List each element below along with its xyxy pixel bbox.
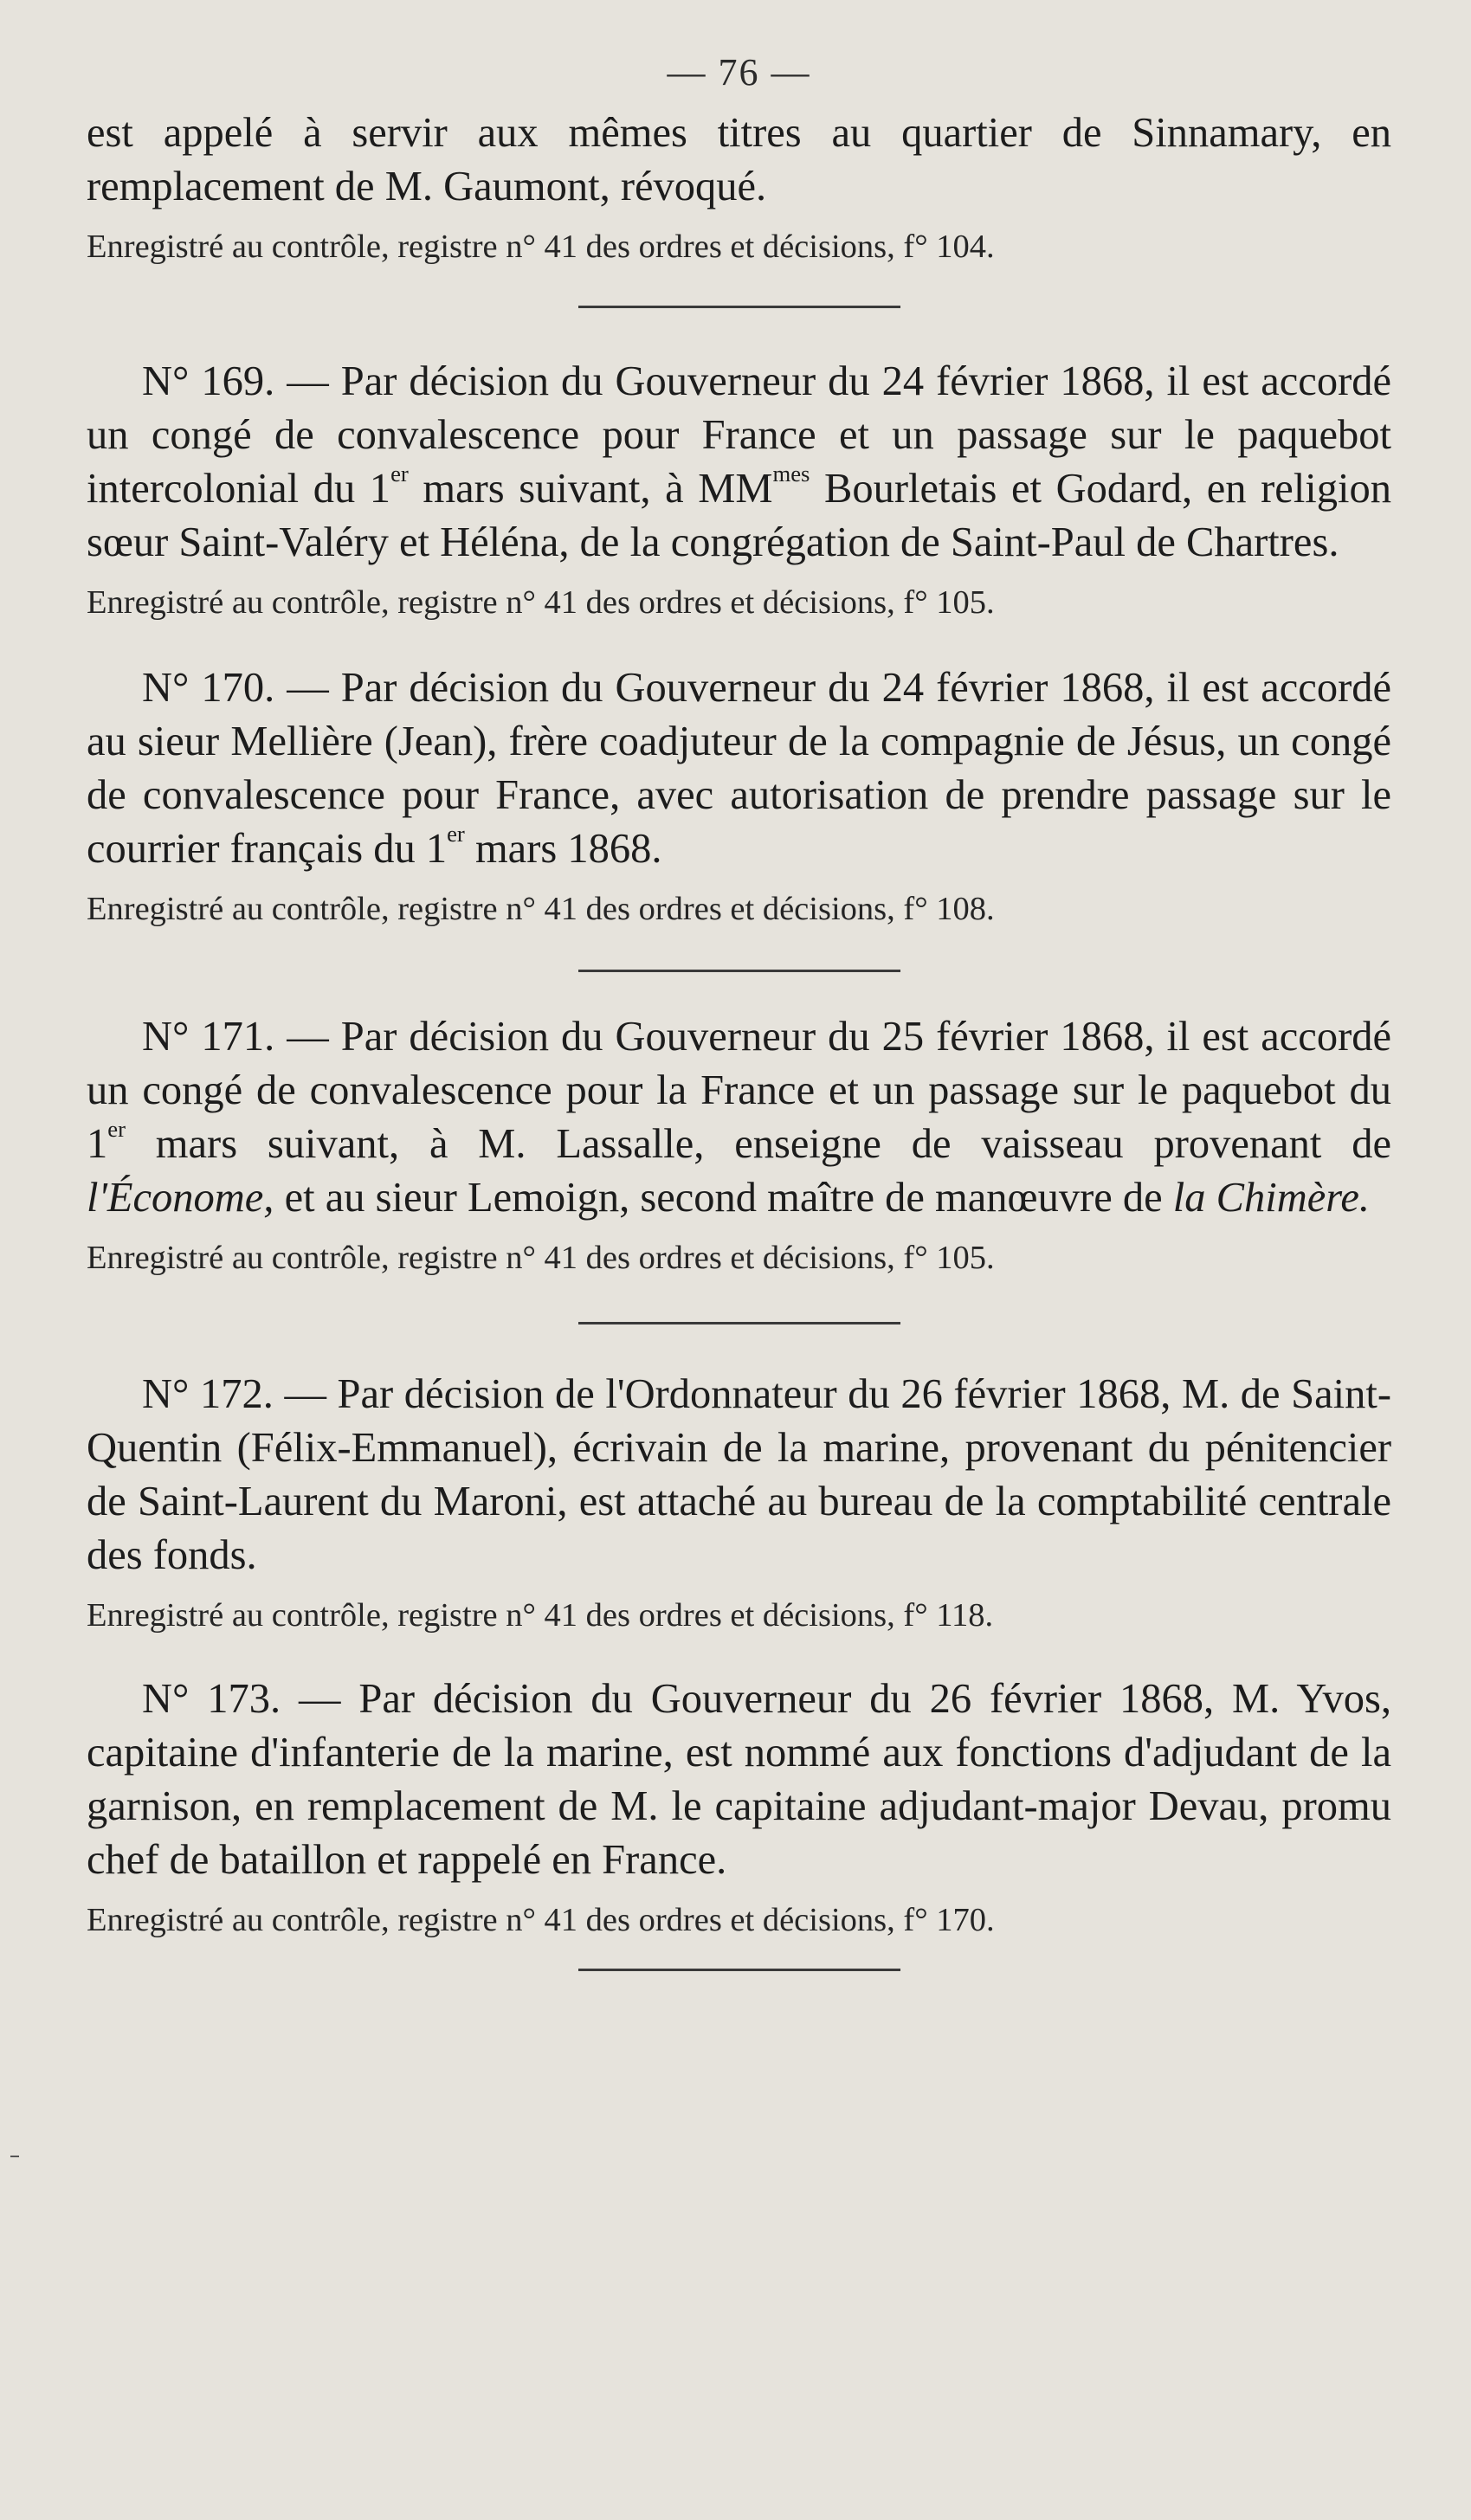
entry-text: N° 172. — Par décision de l'Ordonnateur du 26 février 1868, M. de Saint-Quentin (Félix-Emmanuel), écrivain de la marine, provenant du pénitencier de Saint-Laurent du Maroni, est attaché au bureau de la comptabilité centrale des fonds. (87, 1371, 1392, 1578)
intro-text: est appelé à servir aux mêmes titres au quartier de Sinnamary, en remplacement de M. Gaumont, révoqué. (87, 110, 1391, 209)
registration-note: Enregistré au contrôle, registre n° 41 des ordres et décisions, f° 105. (87, 584, 995, 621)
entry-number: N° 172. (142, 1371, 274, 1417)
registration-note: Enregistré au contrôle, registre n° 41 des ordres et décisions, f° 118. (87, 1597, 994, 1634)
separator-rule (578, 1969, 900, 1971)
entry-text: N° 173. — Par décision du Gouverneur du 26 février 1868, M. Yvos, capitaine d'infanterie de la marine, est nommé aux fonctions d'adjudant de la garnison, en remplacement de M. le capitaine adjudant-major Devau, promu chef de bataillon et rappelé en France. (87, 1676, 1391, 1883)
entry-text: N° 170. — Par décision du Gouverneur du 24 février 1868, il est accordé au sieur Mellière (Jean), frère coadjuteur de la compagnie de Jésus, un congé de convalescence pour France, avec autorisation de prendre passage sur le courrier français du 1er mars 1868. (87, 665, 1391, 872)
entry-171 (87, 1010, 1391, 1280)
separator-rule (578, 1322, 900, 1324)
ship-name: la Chimère. (1172, 1175, 1370, 1221)
entry-number: N° 171. (142, 1014, 275, 1060)
entry-number: N° 173. (142, 1676, 281, 1722)
entry-170 (87, 661, 1391, 931)
registration-note: Enregistré au contrôle, registre n° 41 des ordres et décisions, f° 108. (87, 891, 995, 927)
margin-mark (10, 2156, 19, 2157)
entry-172 (87, 1368, 1391, 1638)
separator-rule (578, 306, 900, 308)
intro-block (87, 106, 1391, 269)
entry-number: N° 170. (142, 665, 275, 711)
registration-note: Enregistré au contrôle, registre n° 41 des ordres et décisions, f° 170. (87, 1902, 995, 1938)
separator-rule (578, 970, 900, 972)
registration-note: Enregistré au contrôle, registre n° 41 des ordres et décisions, f° 105. (87, 1240, 995, 1276)
entry-text: N° 171. — Par décision du Gouverneur du 25 février 1868, il est accordé un congé de convalescence pour la France et un passage sur le paquebot du 1er mars suivant, à M. Lassalle, enseigne de vaisseau provenant de l'Économe, et au sieur Lemoign, second maître de manœuvre de la Chimère. (87, 1014, 1391, 1221)
page-number: — 76 — (667, 51, 811, 93)
entry-text: N° 169. — Par décision du Gouverneur du 24 février 1868, il est accordé un congé de convalescence pour France et un passage sur le paquebot intercolonial du 1er mars suivant, à $MM^{mes}$ Bourletais et Godard, en religion sœur Saint-Valéry et Héléna, de la congrégation de Saint-Paul de Chartres. (87, 358, 1391, 565)
entry-169 (87, 355, 1391, 625)
ship-name: l'Économe, (87, 1175, 274, 1221)
entry-173 (87, 1672, 1391, 1943)
entry-number: N° 169. (142, 358, 275, 404)
registration-note: Enregistré au contrôle, registre n° 41 des ordres et décisions, f° 104. (87, 229, 995, 265)
